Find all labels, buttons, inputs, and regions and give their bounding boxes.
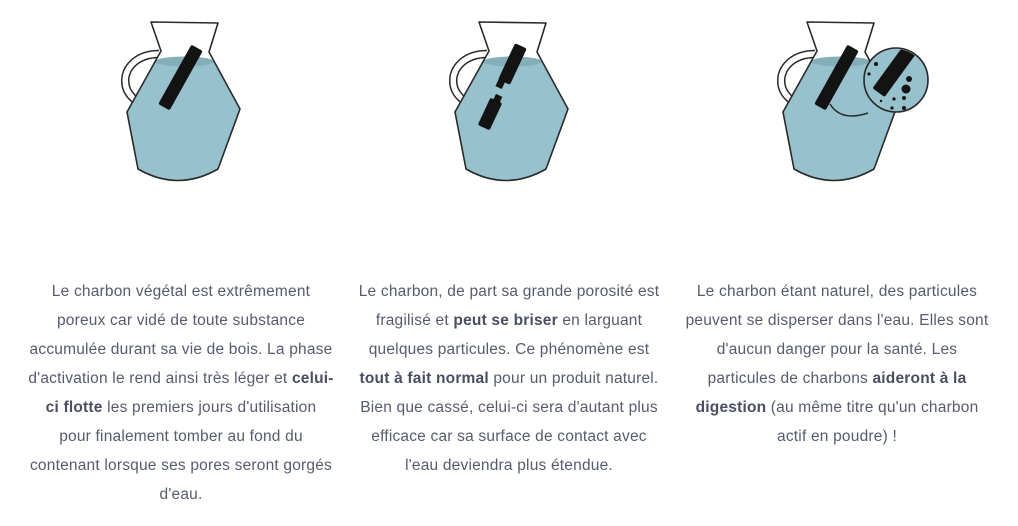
info-column-charcoal-particles — [682, 0, 992, 526]
column-paragraph: Le charbon étant naturel, des particules peuvent se disperser dans l'eau. Elles sont d'aucun danger pour la santé. Les particules de charbons aideront à la digestion (au même titre qu'un charbon actif en poudre) ! — [685, 283, 989, 445]
pitcher-charcoal-particles-illustration — [767, 6, 932, 201]
pitcher-icon — [453, 22, 568, 181]
magnifier-circle-icon — [864, 43, 928, 112]
pitcher-floating-charcoal-illustration — [111, 6, 251, 201]
info-column-charcoal-breaks — [354, 0, 664, 526]
column-paragraph: Le charbon, de part sa grande porosité est fragilisé et peut se briser en larguant quelques particules. Ce phénomène est tout à fait normal pour un produit naturel. Bien que cassé, celui-ci sera d'autant plus efficace car sa surface de contact avec l'eau deviendra plus étendue. — [358, 283, 660, 474]
column-paragraph: Le charbon végétal est extrêmement poreux car vidé de toute substance accumulée durant sa vie de bois. La phase d'activation le rend ainsi très léger et celui-ci flotte les premiers jours d'utilisation pour finalement tomber au fond du contenant lorsque ses pores seront gorgés d'eau. — [28, 283, 334, 503]
pitcher-icon — [125, 22, 240, 181]
pitcher-broken-charcoal-illustration — [439, 6, 579, 201]
info-column-charcoal-floats — [26, 0, 336, 526]
